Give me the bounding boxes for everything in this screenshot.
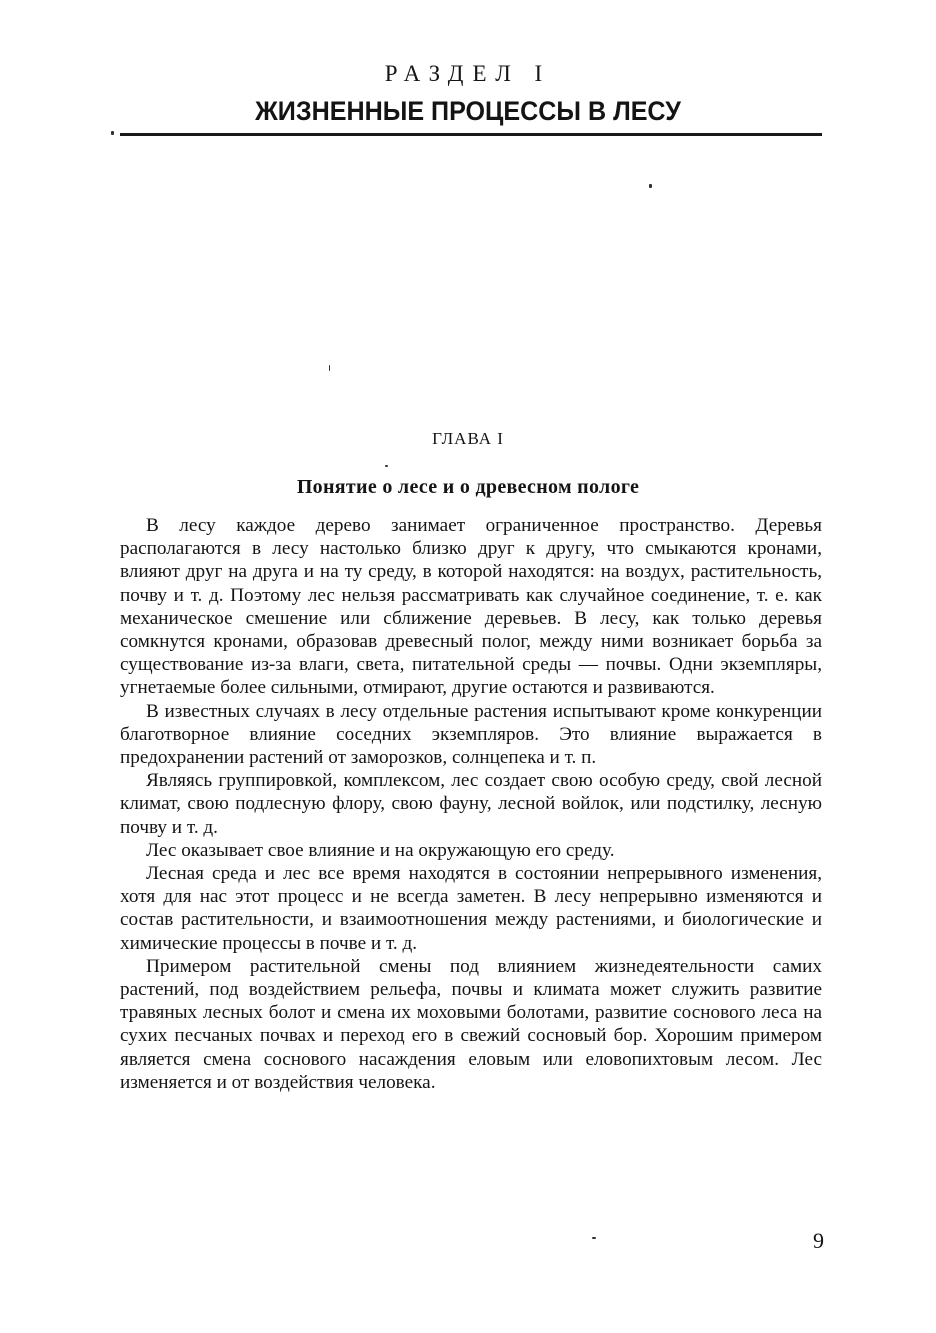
page-number: 9 bbox=[813, 1228, 824, 1253]
scan-speck bbox=[385, 465, 388, 467]
paragraph: Лес оказывает свое влияние и на окружающую его среду. bbox=[146, 839, 615, 861]
section-divider bbox=[120, 133, 822, 136]
paragraph: Являясь группировкой, комплексом, лес создает свою особую среду, свой лесной климат, свою подлесную флору, свою фауну, лесной войлок, или подстилку, лесную почву и т. д. bbox=[120, 770, 822, 838]
chapter-label: ГЛАВА I bbox=[432, 429, 504, 448]
paragraph: В лесу каждое дерево занимает ограниченное пространство. Деревья располагаются в лесу настолько близко друг к другу, что смыкаются кронами, влияют друг на друга и на ту среду, в которой находятся: на воздух, растительность, почву и т. д. Поэтому лес нельзя рассматривать как случайное соединение, т. е. как механическое смешение или сближение деревьев. В лесу, как только деревья сомкнутся кронами, образовав древесный полог, между ними возникает борьба за существование из-за влаги, света, питательной среды — почвы. Одни экземпляры, угнетаемые более сильными, отмирают, другие остаются и развиваются. bbox=[120, 515, 822, 699]
scan-speck bbox=[592, 1237, 596, 1239]
chapter-title: Понятие о лесе и о древесном пологе bbox=[296, 476, 640, 498]
paragraph: Примером растительной смены под влиянием жизнедеятельности самих растений, под воздействием рельефа, почвы и климата может служить развитие травяных лесных болот и смена их моховыми болотами, развитие соснового леса на сухих песчаных почвах и переход его в свежий сосновый бор. Хорошим примером является смена соснового насаждения еловым или еловопихтовым лесом. Лес изменяется и от воздействия человека. bbox=[120, 955, 822, 1093]
paragraph: Лесная среда и лес все время находятся в состоянии непрерывного изменения, хотя для нас этот процесс и не всегда заметен. В лесу непрерывно изменяются и состав растительности, и взаимоотношения между растениями, и биологические и химические процессы в почве и т. д. bbox=[120, 863, 822, 954]
scan-speck bbox=[649, 184, 652, 188]
chapter-body bbox=[120, 514, 822, 1094]
scan-speck bbox=[329, 365, 330, 371]
scan-speck bbox=[111, 131, 114, 135]
paragraph: В известных случаях в лесу отдельные растения испытывают кроме конкуренции благотворное влияние соседних экземпляров. Это влияние выражается в предохранении растений от заморозков, солнцепека и т. п. bbox=[120, 700, 822, 769]
section-label: РАЗДЕЛ I bbox=[384, 61, 552, 86]
section-title: ЖИЗНЕННЫЕ ПРОЦЕССЫ В ЛЕСУ bbox=[255, 96, 681, 126]
